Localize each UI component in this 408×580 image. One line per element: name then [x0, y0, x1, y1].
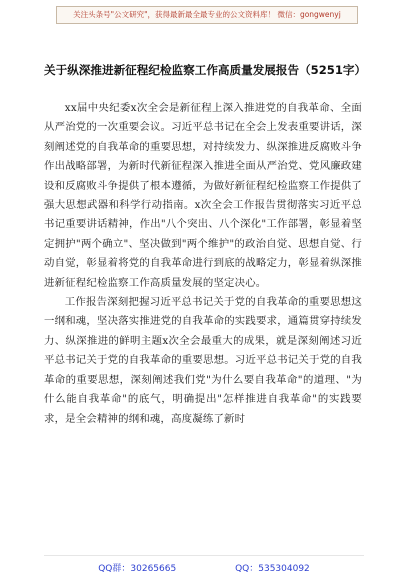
body-paragraph: xx届中央纪委x次全会是新征程上深入推进党的自我革命、全面从严治党的一次重要会议。习近平总书记在全会上发表重要讲话，深刻阐述党的自我革命的重要思想，对持续发力、纵深推进反腐败斗争作出战略部署，为新时代新征程深入推进全面从严治党、党风廉政建设和反腐败斗争提供了根本遵循，为做好新征程纪检监察工作提供了强大思想武器和科学行动指南。x次全会工作报告贯彻落实习近平总书记重要讲话精神，作出"八个突出、八个深化"工作部署，彰显着坚定拥护"两个确立"、坚决做到"两个维护"的政治自觉、思想自觉、行动自觉，彰显着将党的自我革命进行到底的战略定力，彰显着纵深推进新征程纪检监察工作高质量发展的坚定决心。: [44, 102, 362, 289]
promo-banner: 关注头条号"公文研究"，获得最新最全最专业的公文资料库！ 微信：gongwenyj: [56, 6, 358, 24]
footer-qq-group: QQ群：30265665: [98, 564, 177, 574]
body-paragraph: 工作报告深刻把握习近平总书记关于党的自我革命的重要思想这一纲和魂，坚决落实推进党的自我革命的实践要求，通篇贯穿持续发力、纵深推进的鲜明主题x次全会最重大的成果，就是深刻阐述习近平总书记关于党的自我革命的重要思想。习近平总书记关于党的自我革命的重要思想，深刻阐述我们党"为什么要自我革命"的道理、"为什么能自我革命"的底气，明确提出"怎样推进自我革命"的实践要求，是全会精神的纲和魂，高度凝练了新时: [44, 296, 362, 425]
document-title: 关于纵深推进新征程纪检监察工作高质量发展报告（5251字）: [44, 63, 367, 77]
footer-divider: [44, 555, 364, 556]
footer-qq: QQ：535304092: [235, 564, 310, 574]
footer-contact: [0, 561, 408, 574]
document-body: [44, 99, 362, 429]
